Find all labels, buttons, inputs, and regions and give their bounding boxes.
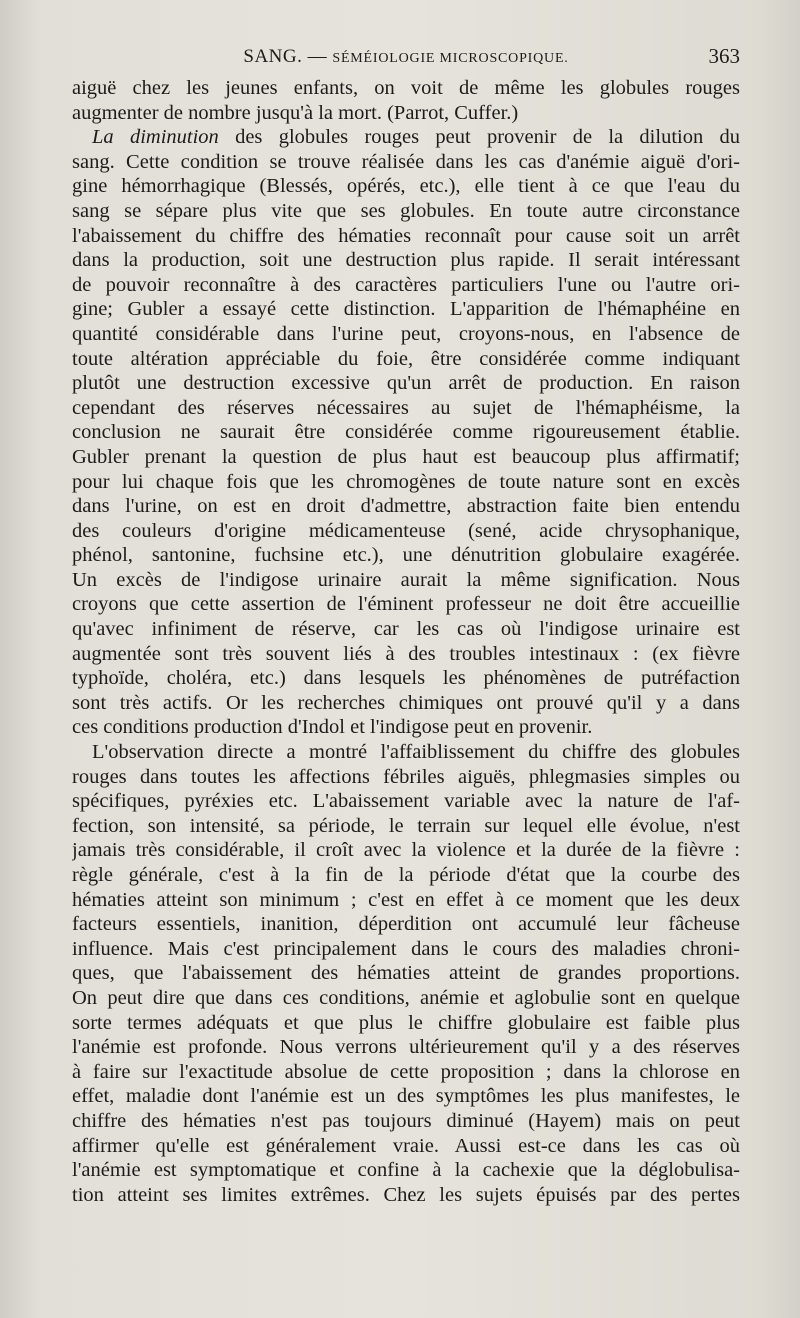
text-line: plutôt une destruction excessive qu'un arrêt de production. En raison (72, 372, 740, 395)
text-line: ces conditions production d'Indol et l'indigose peut en provenir. (72, 716, 593, 739)
italic-lead: La diminution (92, 126, 219, 149)
text-line: augmentée sont très souvent liés à des troubles intestinaux : (ex fièvre (72, 642, 740, 665)
text-line: dans l'urine, on est en droit d'admettre, abstraction faite bien entendu (72, 495, 740, 518)
text-line: l'anémie est symptomatique et confine à la cachexie que la déglobulisa- (72, 1159, 740, 1182)
text-line: augmenter de nombre jusqu'à la mort. (Parrot, Cuffer.) (72, 101, 519, 124)
header-title (72, 46, 740, 68)
body-text (72, 76, 740, 1232)
header-title-subtitle: SÉMÉIOLOGIE MICROSCOPIQUE. (332, 51, 569, 66)
text-line: L'observation directe a montré l'affaiblissement du chiffre des globules (92, 741, 740, 764)
text-line: gine hémorrhagique (Blessés, opérés, etc.), elle tient à ce que l'eau du (72, 175, 740, 198)
text-line: influence. Mais c'est principalement dans le cours des maladies chroni- (72, 937, 740, 960)
text-line: aiguë chez les jeunes enfants, on voit de même les globules rouges (72, 77, 740, 99)
text-line: rouges dans toutes les affections fébriles aiguës, phlegmasies simples ou (72, 765, 740, 788)
text-line: affirmer qu'elle est généralement vraie. Aussi est-ce dans les cas où (72, 1134, 740, 1157)
text-line (72, 125, 740, 150)
text-line: cependant des réserves nécessaires au sujet de l'hémaphéisme, la (72, 396, 740, 419)
text-line: typhoïde, choléra, etc.) dans lesquels les phénomènes de putréfaction (72, 667, 740, 690)
text-line: tion atteint ses limites extrêmes. Chez les sujets épuisés par des pertes (72, 1183, 740, 1206)
text-line: règle générale, c'est à la fin de la période d'état que la courbe des (72, 864, 740, 886)
text-line-rest: des globules rouges peut provenir de la dilution du (235, 126, 740, 149)
text-line: qu'avec infiniment de réserve, car les cas où l'indigose urinaire est (72, 618, 740, 641)
text-line: dans la production, soit une destruction plus rapide. Il serait intéressant (72, 249, 740, 272)
text-line: des couleurs d'origine médicamenteuse (sené, acide chrysophanique, (72, 519, 740, 542)
text-line: croyons que cette assertion de l'éminent professeur ne doit être accueillie (72, 593, 740, 616)
text-line: à faire sur l'exactitude absolue de cette proposition ; dans la chlorose en (72, 1060, 740, 1083)
text-line: fection, son intensité, sa période, le terrain sur lequel elle évolue, n'est (72, 814, 740, 837)
text-line: sang. Cette condition se trouve réalisée dans les cas d'anémie aiguë d'ori- (72, 150, 740, 173)
text-line: On peut dire que dans ces conditions, anémie et aglobulie sont en quelque (72, 986, 740, 1009)
text-line: gine; Gubler a essayé cette distinction. L'apparition de l'hémaphéine en (72, 298, 740, 321)
text-line: sang se sépare plus vite que ses globules. En toute autre circonstance (72, 199, 740, 222)
text-line: ques, que l'abaissement des hématies atteint de grandes proportions. (72, 962, 740, 985)
text-line: chiffre des hématies n'est pas toujours diminué (Hayem) mais on peut (72, 1109, 740, 1132)
running-header (72, 40, 740, 76)
text-line: pour lui chaque fois que les chromogènes de toute nature sont en excès (72, 470, 740, 493)
text-line: quantité considérable dans l'urine peut, croyons-nous, en l'absence de (72, 322, 740, 345)
text-line: sorte termes adéquats et que plus le chiffre globulaire est faible plus (72, 1011, 740, 1034)
text-line: l'abaissement du chiffre des hématies reconnaît pour cause soit un arrêt (72, 224, 740, 247)
text-line: spécifiques, pyréxies etc. L'abaissement variable avec la nature de l'af- (72, 790, 740, 813)
text-line: Gubler prenant la question de plus haut est beaucoup plus affirmatif; (72, 445, 740, 468)
text-line: effet, maladie dont l'anémie est un des symptômes les plus manifestes, le (72, 1085, 740, 1108)
text-line: toute altération appréciable du foie, être considérée comme indiquant (72, 347, 740, 370)
text-line: Un excès de l'indigose urinaire aurait la même signification. Nous (72, 568, 740, 591)
text-line: jamais très considérable, il croît avec la violence et la durée de la fièvre : (72, 839, 740, 862)
text-line: phénol, santonine, fuchsine etc.), une dénutrition globulaire exagérée. (72, 544, 740, 567)
text-line: conclusion ne saurait être considérée comme rigoureusement établie. (72, 421, 740, 444)
text-line: de pouvoir reconnaître à des caractères particuliers l'une ou l'autre ori- (72, 273, 740, 296)
text-line: hématies atteint son minimum ; c'est en effet à ce moment que les deux (72, 888, 740, 911)
text-line (72, 1207, 740, 1232)
text-line: facteurs essentiels, inanition, déperdition ont accumulé leur fâcheuse (72, 913, 740, 936)
text-line: sont très actifs. Or les recherches chimiques ont prouvé qu'il y a dans (72, 691, 740, 714)
page-number: 363 (708, 44, 740, 68)
header-title-main: SANG. — (243, 46, 333, 67)
text-line: l'anémie est profonde. Nous verrons ultérieurement qu'il y a des réserves (72, 1036, 740, 1059)
